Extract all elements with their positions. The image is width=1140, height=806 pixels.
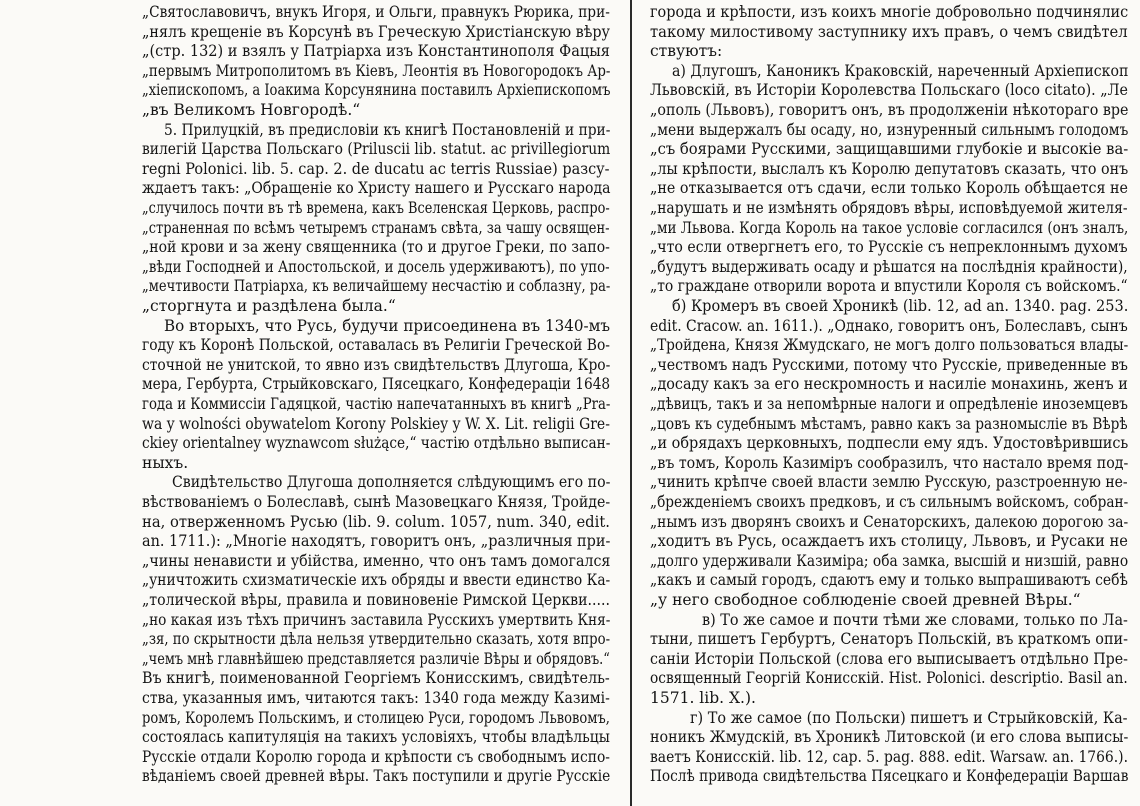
left-column-line: „мечтивости Патріарха, къ величайшему несчастію и соблазну, ра-	[142, 277, 611, 296]
left-column-line: ства, указанныя имъ, читаются такъ: 1340 года между Казимі-	[142, 689, 610, 707]
right-column-line: 1571. lib. X.).	[650, 689, 756, 707]
right-column-line: Послѣ привода свидѣтельства Пясецкаго и Конфедераціи Варшав	[650, 767, 1129, 786]
right-column-line: „въ томъ, Король Казиміръ сообразилъ, что настало время под-	[650, 453, 1129, 472]
right-column-line: „Тройдена, Князя Жмудскаго, не могъ долго пользоваться влады-	[650, 336, 1129, 355]
right-column-line: „чествомъ надъ Русскими, потому что Русскіе, приведенные въ	[650, 355, 1128, 374]
left-column-line: ныхъ.	[142, 453, 189, 472]
right-column-line: „что если отвергнетъ его, то Русскіе съ непреклоннымъ духомъ	[650, 238, 1128, 257]
left-column-line: состоялась капитуляція на такихъ условіяхъ, чтобы владѣльцы	[142, 728, 610, 747]
right-column-line: „дѣвицъ, такъ и за непомѣрные налоги и опредѣленіе иноземцевъ	[650, 395, 1128, 413]
right-column-line: „досаду какъ за его нескромность и насиліе монахинь, женъ и	[650, 375, 1128, 394]
left-column-line: an. 1711.): „Многіе находятъ, говоритъ онъ, „различныя при-	[142, 532, 611, 551]
right-column-line: „ходитъ въ Русь, осаждаетъ ихъ столицу, Львовъ, и Русаки не	[650, 532, 1128, 551]
column-divider	[630, 0, 632, 806]
left-column-line: „въ Великомъ Новгородѣ.“	[142, 101, 361, 119]
left-column-line: „но какая изъ тѣхъ причинъ заставила Русскихъ умертвить Кня-	[142, 610, 611, 629]
right-column-line: edit. Cracow. an. 1611.). „Однако, говоритъ онъ, Болеславъ, сынъ	[650, 316, 1128, 335]
right-column-line: „брежденіемъ своихъ предковъ, и съ сильнымъ войскомъ, собран-	[650, 493, 1129, 511]
right-column-line: „то граждане отворили ворота и впустили Короля съ войскомъ.“	[650, 277, 1128, 296]
left-column-line: „зя, по скрытности дѣла нельзя утвердительно сказать, хотя впро-	[142, 630, 611, 649]
left-column-line: Во вторыхъ, что Русь, будучи присоединена въ 1340-мъ	[164, 316, 610, 335]
left-column-line: „сторгнута и раздѣлена была.“	[142, 297, 396, 315]
right-column-line: тыни, пишетъ Гербуртъ, Сенаторъ Польскій, въ краткомъ опи-	[650, 630, 1128, 649]
left-column-line: „чины ненависти и убійства, именно, что онъ тамъ домогался	[142, 551, 611, 570]
left-column-line: Въ книгѣ, поименованной Георгіемъ Конисскимъ, свидѣтель-	[142, 669, 610, 688]
right-column-line: города и крѣпости, изъ коихъ многіе добровольно подчинялис	[650, 3, 1129, 21]
right-column-line: „съ боярами Русскими, защищавшими глубокіе и высокіе ва-	[650, 140, 1129, 159]
right-column-line: „нарушать и не измѣнять обрядовъ вѣры, исповѣдуемой жителя-	[650, 199, 1128, 217]
right-column-line: „цовъ къ судебнымъ мѣстамъ, равно какъ за разномысліе въ Вѣрѣ	[650, 414, 1128, 433]
left-column-line: ckiey orientalney wyznawcom służące,“ частію отдѣльно выписан-	[142, 434, 611, 453]
left-column-line: „первымъ Митрополитомъ въ Кіевъ, Леонтія въ Новогородокъ Ар-	[142, 61, 611, 80]
left-column-line: „нялъ крещеніе въ Корсунѣ въ Греческую Христіанскую вѣру	[142, 22, 610, 41]
left-column-line: мера, Гербурта, Стрыйковскаго, Пясецкаго, Конфедераціи 1648	[142, 375, 611, 394]
right-column	[640, 0, 1140, 806]
left-column-line: на, отверженномъ Русью (lib. 9. colum. 1057, num. 340, edit.	[142, 512, 610, 531]
right-column-line: ноникъ Жмудскій, въ Хроникѣ Литовской (и его слова выписы-	[650, 728, 1129, 747]
right-column-line: освященный Георгій Конисскій. Hist. Polonici. descriptio. Basil an.	[650, 669, 1128, 688]
left-column-line: „толической вѣры, правила и повиновеніе Римской Церкви.....	[142, 591, 610, 609]
left-column-line: году къ Коронѣ Польской, оставалась въ Религіи Греческой Во-	[142, 336, 610, 355]
left-column-line: сточной не унитской, то явно изъ свидѣтельствъ Длугоша, Кро-	[142, 355, 611, 374]
left-column-line: Русскіе отдали Королю города и крѣпости съ свободнымъ испо-	[142, 747, 610, 766]
right-column-line: „какъ и самый городъ, сдаютъ ему и только выпрашиваютъ себѣ	[650, 571, 1128, 590]
left-column-line: „уничтожить схизматическіе ихъ обряды и ввести единство Ка-	[142, 571, 611, 590]
left-column-line: „случилось почти въ тѣ времена, какъ Вселенская Церковь, распро-	[142, 199, 610, 217]
right-column-line: саніи Исторіи Польской (слова его выписываетъ отдѣльно Пре-	[650, 649, 1128, 668]
right-column-line: а) Длугошъ, Каноникъ Краковскій, нареченный Архіепископ	[672, 61, 1129, 80]
right-column-line: „долго удерживали Казиміра; оба замка, высшій и низшій, равно	[650, 551, 1129, 570]
right-column-line: такому милостивому заступнику ихъ правъ, о чемъ свидѣтел	[650, 22, 1128, 41]
right-column-line: „чинить крѣпче своей власти землю Русскую, разстроенную не-	[650, 473, 1128, 492]
right-column-line: б) Кромеръ въ своей Хроникѣ (lib. 12, ad an. 1340. pag. 253.	[672, 297, 1129, 315]
right-column-line: „лы крѣпости, выслалъ къ Королю депутатовъ сказать, что онъ	[650, 159, 1129, 178]
left-column-line: „страненная по всѣмъ четыремъ странамъ свѣта, за чашу освящен-	[142, 218, 610, 237]
right-column-line: ствуютъ:	[650, 42, 723, 61]
left-column-line: года и Коммиссіи Гадяцкой, частію напечатанныхъ въ книгѣ „Pra-	[142, 395, 611, 413]
left-column-line: „(стр. 132) и взялъ у Патріарха изъ Константинополя Фацыя	[142, 42, 610, 61]
right-column-line: г) То же самое (по Польски) пишетъ и Стрыйковскій, Ка-	[690, 708, 1128, 727]
left-column-line: „вѣди Господней и Апостольской, и досель удерживаютъ), по упо-	[142, 257, 610, 276]
left-column-line: вилегій Царства Польскаго (Priluscii lib. statut. ac privillegiorum	[142, 140, 611, 159]
left-column-line: ромъ, Королемъ Польскимъ, и столицею Руси, городомъ Львовомъ,	[142, 708, 610, 727]
left-column-line: „хіепископомъ, а Іоакима Корсунянина поставилъ Архіепископомъ	[142, 81, 611, 100]
right-column-line: Львовскій, въ Исторіи Королевства Польскаго (loco citato). „Ле	[650, 81, 1129, 100]
left-column-line: regni Polonici. lib. 5. cap. 2. de ducatu ac terris Russiae) разсу-	[142, 159, 610, 178]
right-column-line: „у него свободное соблюденіе своей древней Вѣры.“	[650, 591, 1081, 609]
right-column-line: „и обрядахъ церковныхъ, подпесли ему ядъ. Удостовѣрившись	[650, 434, 1129, 453]
left-column-line: „Святославовичъ, внукъ Игоря, и Ольги, правнукъ Рюрика, при-	[142, 3, 610, 21]
left-column-line: ждаетъ такъ: „Обращеніе ко Христу нашего и Русскаго народа	[142, 179, 611, 198]
right-column-line: „мени выдержалъ бы осаду, но, изнуренный сильнымъ голодомъ	[650, 120, 1129, 139]
left-column-line: „чемъ мнѣ главнѣйшею представляется различіе Вѣры и обрядовъ.“	[142, 649, 610, 668]
left-column-line: вѣданіемъ своей древней вѣры. Такъ поступили и другіе Русскіе	[142, 767, 611, 786]
left-column-line: Свидѣтельство Длугоша дополняется слѣдующимъ его по-	[172, 473, 611, 492]
left-column-line: вѣствованіемъ о Болеславѣ, сынѣ Мазовецкаго Князя, Тройде-	[142, 493, 611, 511]
right-column-line: „будутъ выдерживать осаду и рѣшатся на послѣднія крайности),	[650, 257, 1128, 276]
left-column-line: wa y wolności obywatelom Korony Polskiey y W. X. Lit. religii Gre-	[142, 414, 610, 433]
right-column-line: „нымъ изъ дворянъ своихъ и Сенаторскихъ, далекою дорогою за-	[650, 512, 1129, 531]
right-column-line: в) То же самое и почти тѣми же словами, только по Ла-	[702, 610, 1128, 629]
right-column-line: „ополь (Львовъ), говоритъ онъ, въ продолженіи нѣкотораго вре	[650, 101, 1129, 119]
right-column-line: „ми Львова. Когда Король на такое условіе согласился (онъ зналъ,	[650, 218, 1129, 237]
left-column-line: 5. Прилуцкій, въ предисловіи къ книгѣ Постановленій и при-	[164, 120, 611, 139]
right-column-line: „не отказывается отъ сдачи, если только Король обѣщается не	[650, 179, 1128, 198]
right-column-line: ваетъ Конисскій. lib. 12, cap. 5. pag. 888. edit. Warsaw. an. 1766.).	[650, 747, 1129, 766]
left-column-line: „ной крови и за жену священника (то и другое Греки, по запо-	[142, 238, 610, 257]
